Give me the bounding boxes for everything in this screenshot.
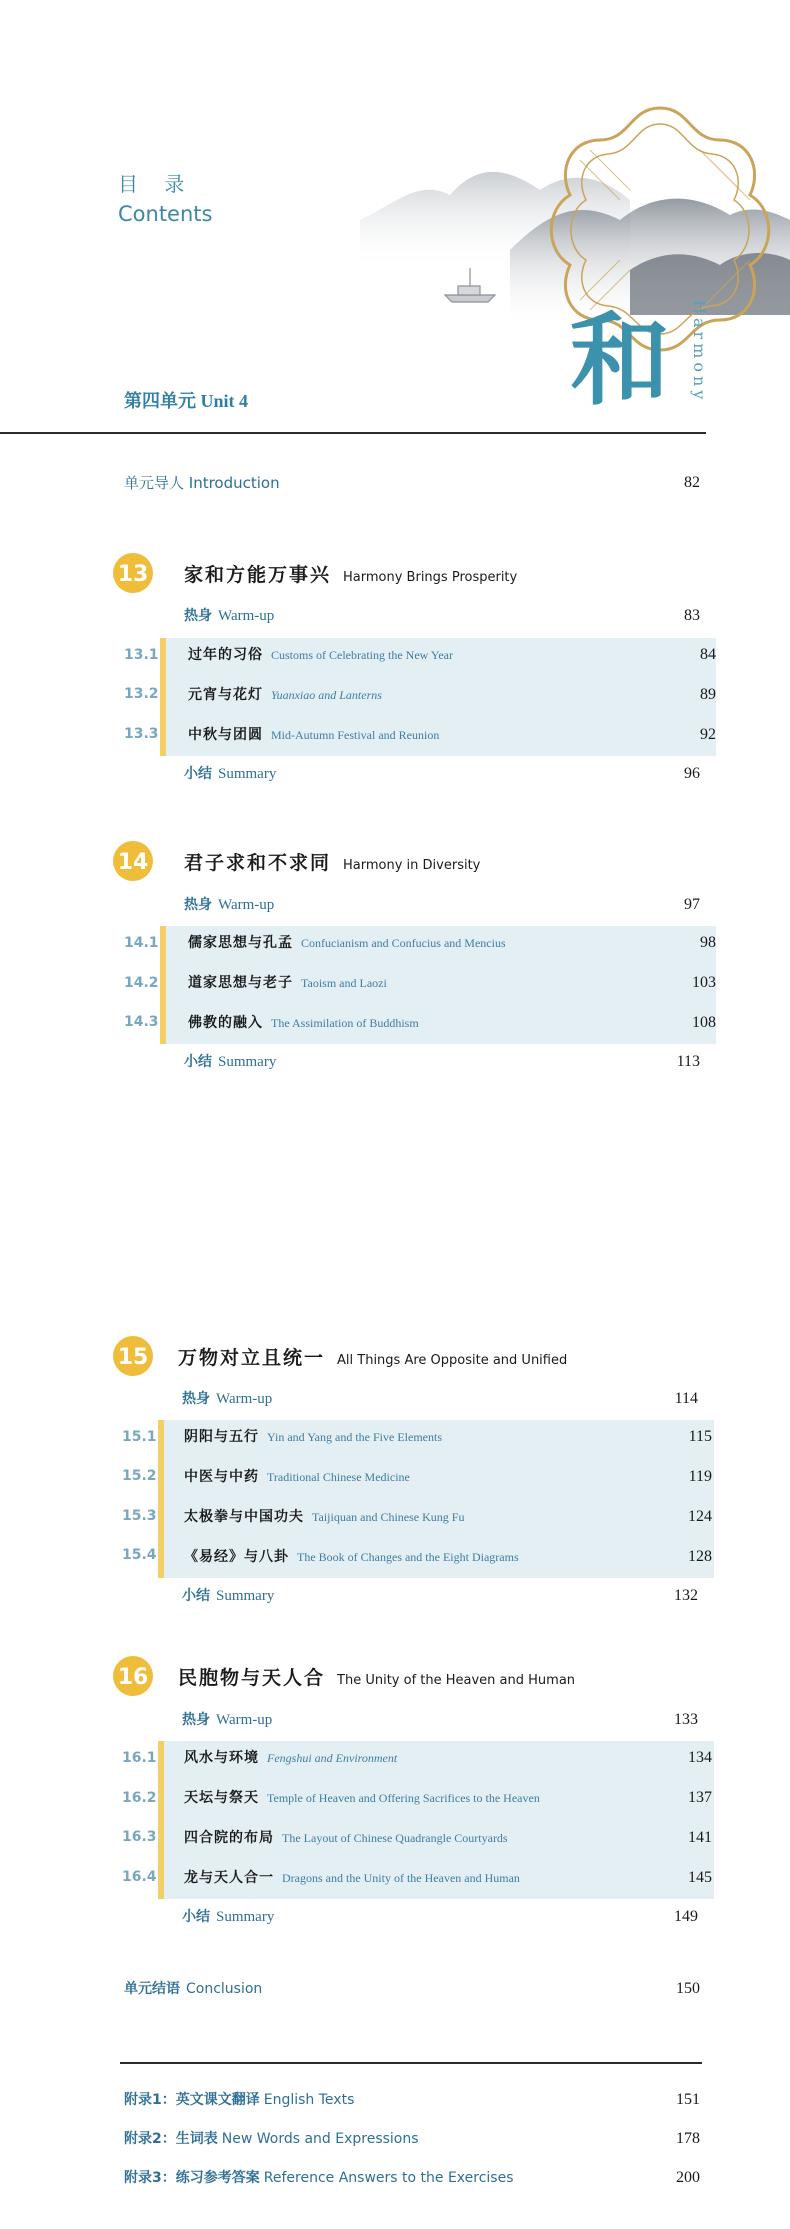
chapter-title-zh: 万物对立且统一 bbox=[178, 1347, 326, 1369]
toc-entry-section[interactable]: 儒家思想与孔孟 Confucianism and Confucius and Mencius 98 bbox=[188, 934, 716, 951]
chapter-title-zh: 民胞物与天人合 bbox=[178, 1667, 326, 1689]
section-number: 16.2 bbox=[122, 1790, 157, 1806]
toc-entry-section[interactable]: 阴阳与五行 Yin and Yang and the Five Elements 115 bbox=[184, 1428, 712, 1445]
section-number: 15.2 bbox=[122, 1468, 157, 1484]
toc-entry-warmup[interactable]: 热身 Warm-up 97 bbox=[184, 896, 700, 913]
section-accent-bar bbox=[158, 1420, 164, 1578]
toc-entry-summary[interactable]: 小结 Summary 96 bbox=[184, 765, 700, 782]
section-accent-bar bbox=[160, 638, 166, 756]
toc-entry-introduction[interactable] bbox=[124, 466, 700, 500]
appendix-divider bbox=[120, 2062, 702, 2064]
toc-entry-section[interactable]: 天坛与祭天 Temple of Heaven and Offering Sacrifices to the Heaven 137 bbox=[184, 1789, 712, 1806]
page-number: 82 bbox=[684, 474, 700, 491]
section-number: 14.2 bbox=[124, 975, 159, 991]
toc-entry-warmup[interactable] bbox=[184, 599, 700, 633]
toc-entry-summary[interactable]: 小结 Summary 113 bbox=[184, 1053, 700, 1070]
chapter-title-en: All Things Are Opposite and Unified bbox=[337, 1353, 568, 1368]
toc-entry-section[interactable]: 风水与环境 Fengshui and Environment 134 bbox=[184, 1749, 712, 1766]
toc-entry-warmup[interactable]: 热身 Warm-up 133 bbox=[182, 1711, 698, 1728]
chapter-number-badge bbox=[112, 1655, 154, 1697]
section-number: 13.2 bbox=[124, 686, 159, 702]
toc-entry-warmup[interactable]: 热身 Warm-up 114 bbox=[182, 1390, 698, 1407]
entry-label: 单元导人 Introduction bbox=[124, 474, 280, 492]
harmony-vertical-word: Harmony bbox=[690, 300, 709, 404]
svg-text:13: 13 bbox=[117, 562, 149, 587]
warmup-en: Warm-up bbox=[218, 608, 275, 624]
toc-entry-section[interactable]: 中秋与团圆 Mid-Autumn Festival and Reunion 92 bbox=[188, 726, 716, 743]
svg-text:15: 15 bbox=[117, 1345, 149, 1370]
toc-entry-section[interactable]: 元宵与花灯 Yuanxiao and Lanterns 89 bbox=[188, 686, 716, 703]
contents-title-english: Contents bbox=[118, 202, 213, 226]
section-number: 15.4 bbox=[122, 1547, 157, 1563]
page-number: 83 bbox=[684, 607, 700, 624]
svg-text:16: 16 bbox=[117, 1665, 149, 1690]
section-number: 16.3 bbox=[122, 1829, 157, 1845]
section-number: 13.3 bbox=[124, 726, 159, 742]
harmony-landscape-illustration bbox=[330, 100, 790, 430]
section-number: 14.3 bbox=[124, 1014, 159, 1030]
toc-entry-section[interactable]: 龙与天人合一 Dragons and the Unity of the Heaven and Human 145 bbox=[184, 1869, 712, 1886]
toc-entry-summary[interactable]: 小结 Summary 149 bbox=[182, 1908, 698, 1925]
section-accent-bar bbox=[160, 926, 166, 1044]
toc-entry-appendix-3[interactable]: 附录3：练习参考答案 Reference Answers to the Exercises 200 bbox=[124, 2169, 700, 2186]
chapter-title-zh: 家和方能万事兴 bbox=[184, 564, 332, 586]
svg-text:14: 14 bbox=[117, 850, 149, 875]
section-number: 15.3 bbox=[122, 1508, 157, 1524]
toc-entry-appendix-1[interactable]: 附录1：英文课文翻译 English Texts 151 bbox=[124, 2091, 700, 2108]
section-number: 15.1 bbox=[122, 1429, 157, 1445]
warmup-zh: 热身 bbox=[184, 608, 212, 624]
contents-title-chinese: 目 录 bbox=[118, 172, 195, 196]
toc-entry-section[interactable]: 《易经》与八卦 The Book of Changes and the Eight Diagrams 128 bbox=[184, 1548, 712, 1565]
toc-entry-conclusion[interactable]: 单元结语 Conclusion 150 bbox=[124, 1980, 700, 1997]
section-number: 16.1 bbox=[122, 1750, 157, 1766]
toc-entry-summary[interactable]: 小结 Summary 132 bbox=[182, 1587, 698, 1604]
toc-entry-section[interactable]: 过年的习俗 Customs of Celebrating the New Year 84 bbox=[188, 646, 716, 663]
section-accent-bar bbox=[158, 1741, 164, 1899]
header-divider bbox=[0, 432, 706, 434]
section-number: 14.1 bbox=[124, 935, 159, 951]
section-number: 16.4 bbox=[122, 1869, 157, 1885]
chapter-title-en: Harmony in Diversity bbox=[343, 858, 481, 873]
toc-entry-section[interactable]: 四合院的布局 The Layout of Chinese Quadrangle Courtyards 141 bbox=[184, 1829, 712, 1846]
harmony-character: 和 bbox=[570, 302, 670, 419]
toc-entry-section[interactable]: 中医与中药 Traditional Chinese Medicine 119 bbox=[184, 1468, 712, 1485]
toc-entry-appendix-2[interactable]: 附录2：生词表 New Words and Expressions 178 bbox=[124, 2130, 700, 2147]
chapter-number-badge bbox=[112, 1335, 154, 1377]
unit-title: 第四单元 Unit 4 bbox=[124, 391, 249, 411]
section-number: 13.1 bbox=[124, 647, 159, 663]
chapter-number-badge bbox=[112, 552, 154, 594]
chapter-title-en: The Unity of the Heaven and Human bbox=[337, 1673, 576, 1688]
toc-entry-section[interactable]: 道家思想与老子 Taoism and Laozi 103 bbox=[188, 974, 716, 991]
toc-entry-section[interactable]: 太极拳与中国功夫 Taijiquan and Chinese Kung Fu 124 bbox=[184, 1508, 712, 1525]
toc-entry-section[interactable]: 佛教的融入 The Assimilation of Buddhism 108 bbox=[188, 1014, 716, 1031]
chapter-title-zh: 君子求和不求同 bbox=[184, 852, 332, 874]
chapter-title-en: Harmony Brings Prosperity bbox=[343, 570, 518, 585]
chapter-number-badge bbox=[112, 840, 154, 882]
